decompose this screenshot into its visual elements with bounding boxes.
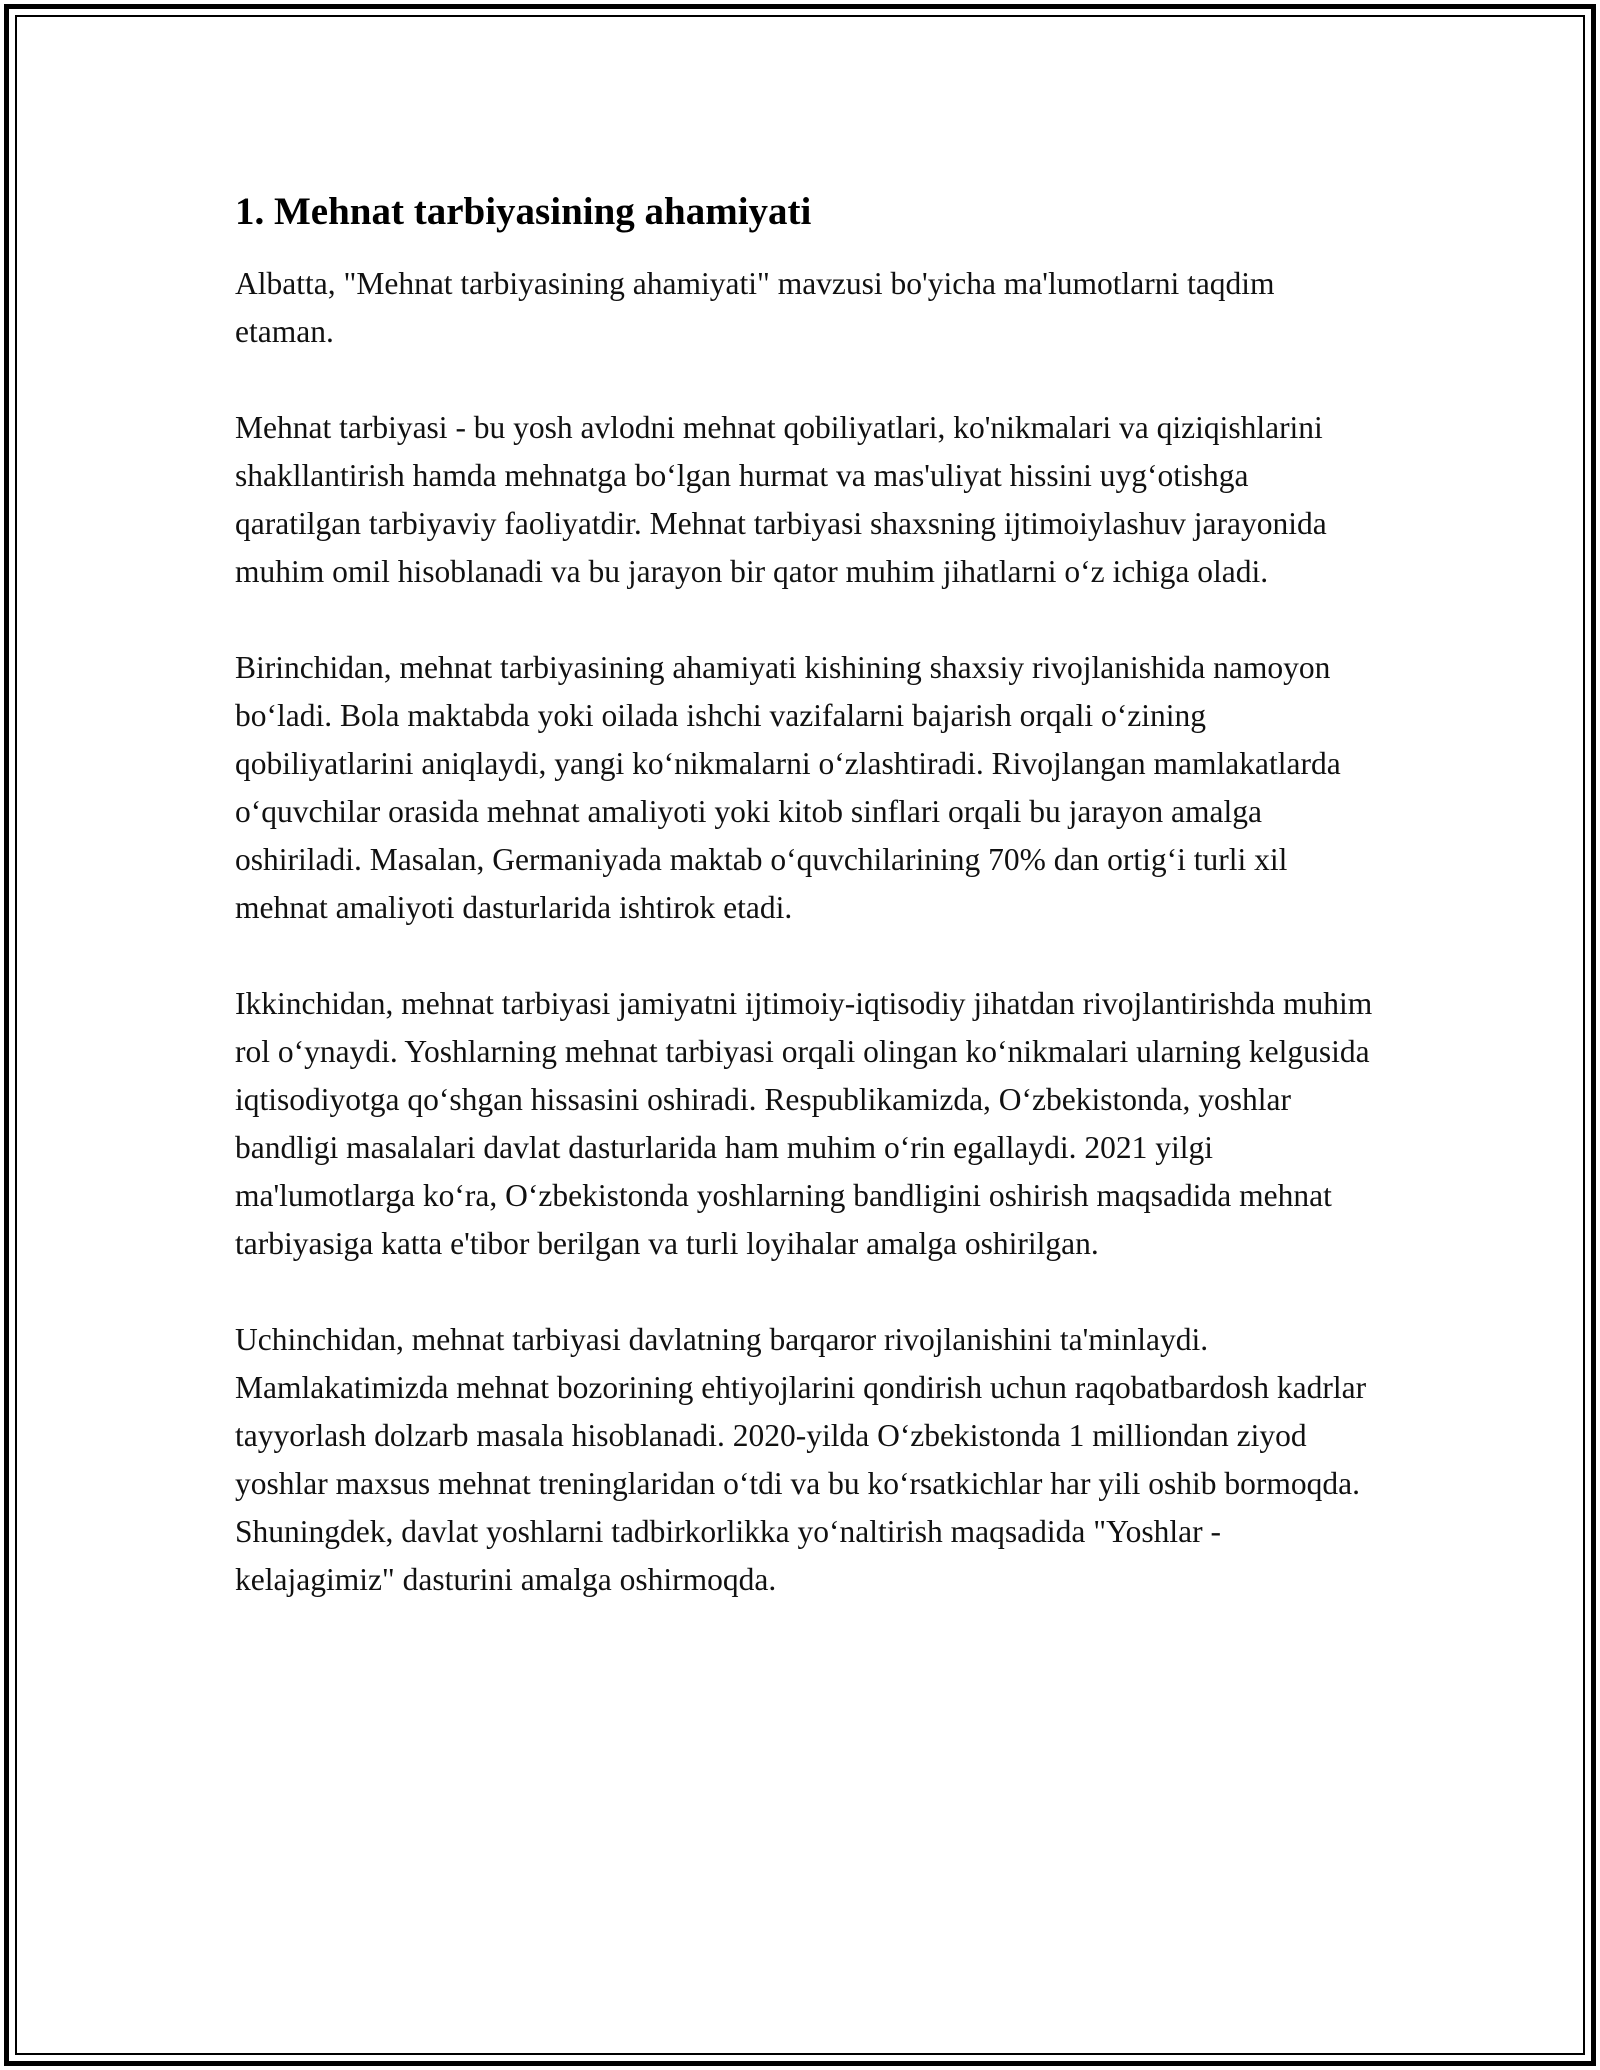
intro-paragraph: Albatta, "Mehnat tarbiyasining ahamiyati" mavzusi bo'yicha ma'lumotlarni taqdim etaman. [235, 266, 1275, 349]
document-body [235, 186, 1380, 1652]
definition-paragraph: Mehnat tarbiyasi - bu yosh avlodni mehnat qobiliyatlari, ko'nikmalari va qiziqishlarini shakllantirish hamda mehnatga bo‘lgan hurmat va mas'uliyat hissini uyg‘otishga qaratilgan tarbiyaviy faoliyatdir. Mehnat tarbiyasi shaxsning ijtimoiylashuv jarayonida muhim omil hisoblanadi va bu jarayon bir qator muhim jihatlarni o‘z ichiga oladi. [235, 410, 1327, 589]
second-point-paragraph: Ikkinchidan, mehnat tarbiyasi jamiyatni ijtimoiy-iqtisodiy jihatdan rivojlantirishda muhim rol o‘ynaydi. Yoshlarning mehnat tarbiyasi orqali olingan ko‘nikmalari ularning kelgusida iqtisodiyotga qo‘shgan hissasini oshiradi. Respublikamizda, O‘zbekistonda, yoshlar bandligi masalalari davlat dasturlarida ham muhim o‘rin egallaydi. 2021 yilgi ma'lumotlarga ko‘ra, O‘zbekistonda yoshlarning bandligini oshirish maqsadida mehnat tarbiyasiga katta e'tibor berilgan va turli loyihalar amalga oshirilgan. [235, 986, 1373, 1261]
section-heading: 1. Mehnat tarbiyasining ahamiyati [235, 190, 812, 233]
third-point-paragraph: Uchinchidan, mehnat tarbiyasi davlatning barqaror rivojlanishini ta'minlaydi. Mamlakatimizda mehnat bozorining ehtiyojlarini qondirish uchun raqobatbardosh kadrlar tayyorlash dolzarb masala hisoblanadi. 2020-yilda O‘zbekistonda 1 milliondan ziyod yoshlar maxsus mehnat treninglaridan o‘tdi va bu ko‘rsatkichlar har yili oshib bormoqda. Shuningdek, davlat yoshlarni tadbirkorlikka yo‘naltirish maqsadida "Yoshlar - kelajagimiz" dasturini amalga oshirmoqda. [235, 1322, 1367, 1597]
first-point-paragraph: Birinchidan, mehnat tarbiyasining ahamiyati kishining shaxsiy rivojlanishida namoyon bo‘ladi. Bola maktabda yoki oilada ishchi vazifalarni bajarish orqali o‘zining qobiliyatlarini aniqlaydi, yangi ko‘nikmalarni o‘zlashtiradi. Rivojlangan mamlakatlarda o‘quvchilar orasida mehnat amaliyoti yoki kitob sinflari orqali bu jarayon amalga oshiriladi. Masalan, Germaniyada maktab o‘quvchilarining 70% dan ortig‘i turli xil mehnat amaliyoti dasturlarida ishtirok etadi. [235, 650, 1341, 925]
